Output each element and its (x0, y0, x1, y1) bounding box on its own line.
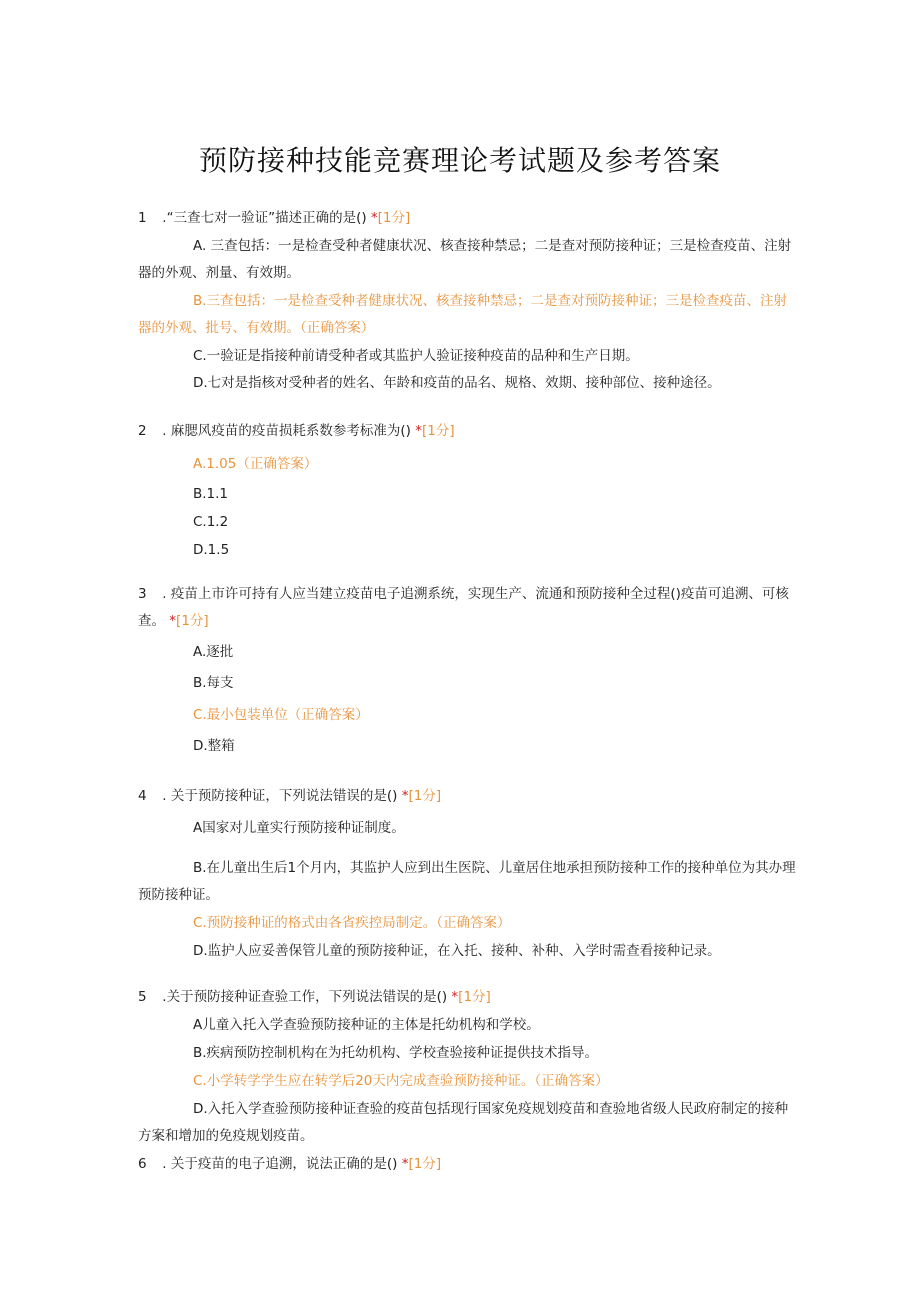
option-4b: B.在儿童出生后1个月内，其监护人应到出生医院、儿童居住地承担预防接种工作的接种单位为其办理预防接种证。 (138, 860, 796, 903)
question-5 (138, 984, 798, 1011)
question-2 (138, 418, 798, 445)
option-1d: D.七对是指核对受种者的姓名、年龄和疫苗的品名、规格、效期、接种部位、接种途径。 (193, 375, 721, 391)
option-1b-correct: B.三查包括：一是检查受种者健康状况、核查接种禁忌；二是查对预防接种证；三是检查疫苗、注射器的外观、批号、有效期。（正确答案） (138, 293, 788, 336)
question-number: 1 (138, 210, 147, 226)
question-number: 6 (138, 1156, 147, 1172)
option-4c-correct: C.预防接种证的格式由各省疾控局制定。（正确答案） (193, 915, 511, 931)
question-score: [1分] (408, 1156, 442, 1172)
option-4a: A国家对儿童实行预防接种证制度。 (193, 820, 405, 836)
option-3c-correct: C.最小包装单位（正确答案） (193, 707, 369, 723)
required-star: * (401, 788, 409, 804)
option-1a: A. 三查包括：一是检查受种者健康状况、核查接种禁忌；二是查对预防接种证；三是检查疫苗、注射器的外观、剂量、有效期。 (138, 238, 792, 281)
question-text: .关于预防接种证查验工作，下列说法错误的是() (162, 989, 448, 1005)
question-text: . 关于预防接种证，下列说法错误的是() (162, 788, 398, 804)
question-4 (138, 783, 798, 810)
question-number: 3 (138, 586, 147, 602)
option-3a: A.逐批 (193, 644, 234, 660)
required-star: * (451, 989, 459, 1005)
question-number: 5 (138, 989, 147, 1005)
option-2d: D.1.5 (193, 542, 230, 558)
question-score: [1分] (377, 210, 411, 226)
question-score: [1分] (421, 423, 455, 439)
option-3b: B.每支 (193, 675, 234, 691)
question-score: [1分] (408, 788, 442, 804)
required-star: * (370, 210, 378, 226)
question-score: [1分] (176, 613, 209, 629)
option-5c-correct: C.小学转学学生应在转学后20天内完成查验预防接种证。（正确答案） (193, 1073, 609, 1089)
option-2a-correct: A.1.05（正确答案） (193, 456, 318, 472)
required-star: * (169, 613, 177, 629)
required-star: * (401, 1156, 409, 1172)
option-5b: B.疾病预防控制机构在为托幼机构、学校查验接种证提供技术指导。 (193, 1045, 599, 1061)
option-2b: B.1.1 (193, 486, 229, 502)
question-number: 2 (138, 423, 147, 439)
question-3 (138, 581, 798, 635)
option-1c: C.一验证是指接种前请受种者或其监护人验证接种疫苗的品种和生产日期。 (193, 348, 639, 364)
question-number: 4 (138, 788, 147, 804)
option-4d: D.监护人应妥善保管儿童的预防接种证，在入托、接种、补种、入学时需查看接种记录。 (193, 943, 721, 959)
option-2c: C.1.2 (193, 514, 229, 530)
option-5d: D.入托入学查验预防接种证查验的疫苗包括现行国家免疫规划疫苗和查验地省级人民政府制定的接种方案和增加的免疫规划疫苗。 (138, 1101, 789, 1144)
question-1 (138, 205, 798, 232)
question-text: . 麻腮风疫苗的疫苗损耗系数参考标准为() (162, 423, 411, 439)
question-text: . 疫苗上市许可持有人应当建立疫苗电子追溯系统，实现生产、流通和预防接种全过程()疫苗可追溯、可核查。 (138, 586, 789, 629)
question-text: .“三查七对一验证”描述正确的是() (162, 210, 367, 226)
page-title: 预防接种技能竞赛理论考试题及参考答案 (198, 144, 721, 177)
option-5a: A儿童入托入学查验预防接种证的主体是托幼机构和学校。 (193, 1017, 540, 1033)
required-star: * (415, 423, 422, 439)
question-score: [1分] (458, 989, 491, 1005)
question-text: . 关于疫苗的电子追溯，说法正确的是() (162, 1156, 398, 1172)
question-6 (138, 1151, 798, 1178)
option-3d: D.整箱 (193, 738, 235, 754)
